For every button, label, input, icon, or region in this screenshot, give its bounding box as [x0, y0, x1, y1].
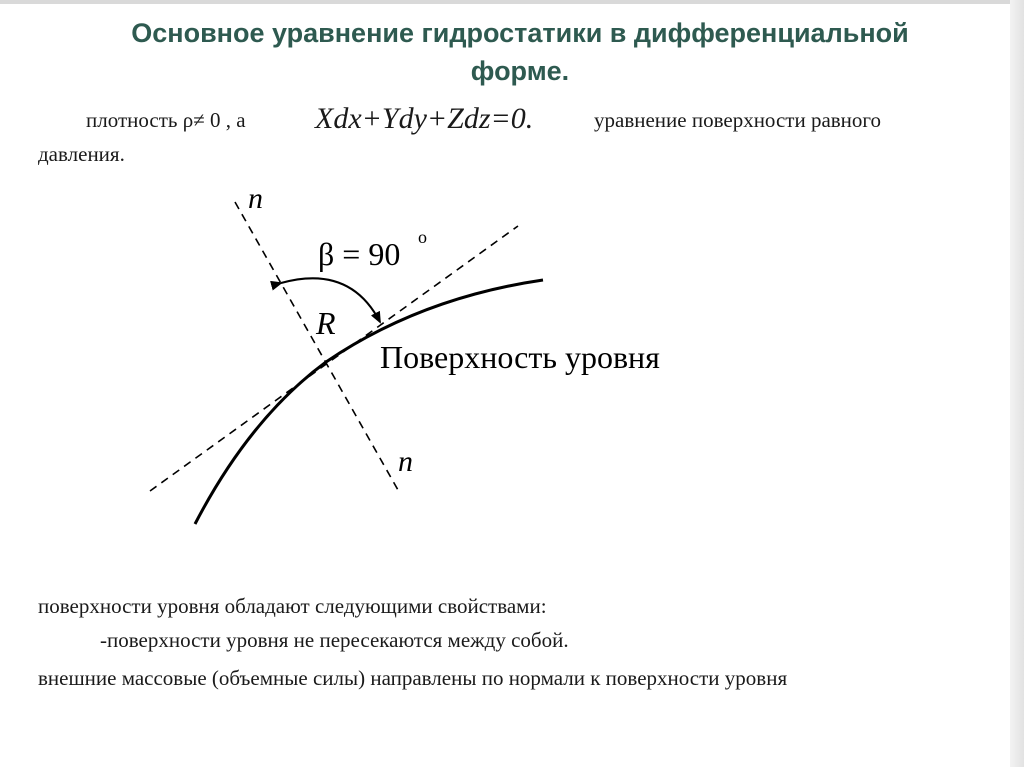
slide-title: Основное уравнение гидростатики в дифференциальной форме. — [131, 18, 909, 86]
angle-label: β = 90 — [318, 236, 401, 272]
level-surface-curve — [195, 280, 543, 524]
intro-suffix: уравнение поверхности равного — [594, 108, 882, 132]
intro-prefix: плотность ρ≠ 0 , а — [86, 108, 246, 132]
property-item-2: внешние массовые (объемные силы) направлены по нормали к поверхности уровня — [38, 666, 788, 690]
angle-degree-mark: o — [418, 227, 427, 247]
intro-continuation: давления. — [38, 142, 125, 166]
property-item-1: -поверхности уровня не пересекаются между собой. — [100, 628, 569, 652]
equal-pressure-formula: Xdx+Ydy+Zdz=0. — [315, 102, 534, 135]
properties-lead: поверхности уровня обладают следующими свойствами: — [38, 594, 547, 618]
surface-label: Поверхность уровня — [380, 339, 660, 375]
normal-label-top: n — [248, 182, 263, 215]
point-label: R — [316, 305, 336, 341]
normal-label-bottom: n — [398, 445, 413, 478]
